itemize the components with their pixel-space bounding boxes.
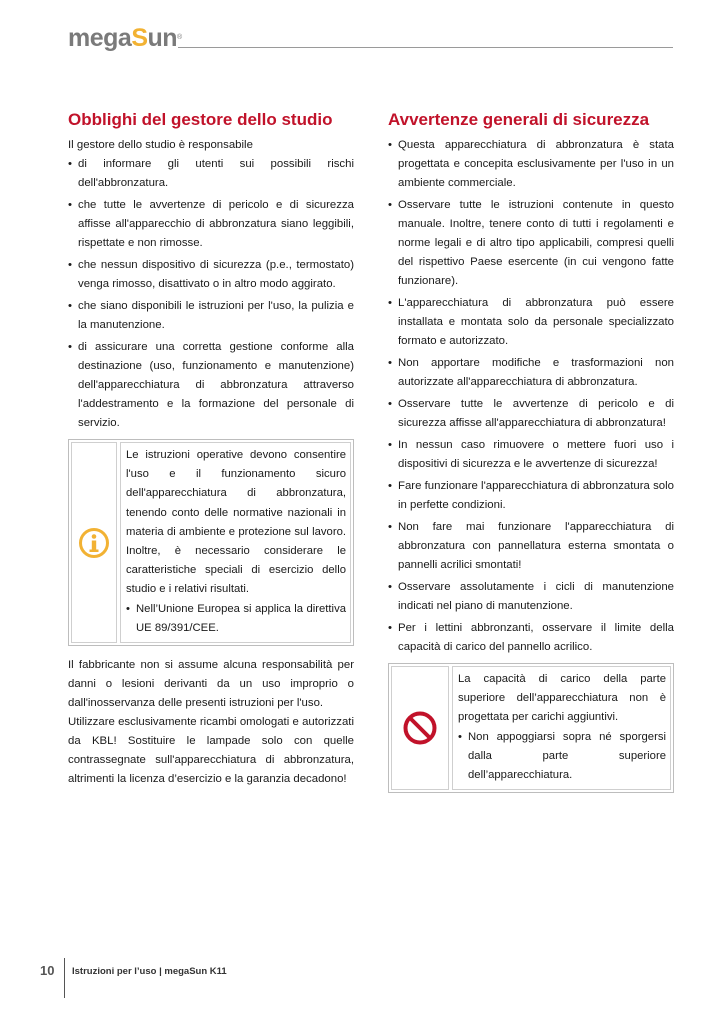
list-item: • che nessun dispositivo di sicurezza (p.e., termostato) venga rimosso, disattivato o in altro modo aggirato. — [68, 256, 354, 294]
left-section-title: Obblighi del gestore dello studio — [68, 110, 333, 129]
info-icon — [78, 527, 110, 559]
notice-text-cell — [452, 666, 671, 790]
prohibition-icon — [403, 711, 437, 745]
notice-text-cell — [120, 442, 351, 643]
prohibition-notice-box — [388, 663, 674, 793]
notice-bullet: • Nell’Unione Europea si applica la direttiva UE 89/391/CEE. — [126, 600, 346, 638]
notice-icon-cell — [71, 442, 117, 643]
header-rule — [178, 47, 673, 48]
list-item: • In nessun caso rimuovere o mettere fuori uso i dispositivi di sicurezza e le avvertenze di sicurezza! — [388, 436, 674, 474]
logo-registered-mark: ® — [177, 34, 182, 41]
logo-part-2: un — [147, 24, 178, 52]
list-item: • Non apportare modifiche e trasformazioni non autorizzate all'apparecchiatura di abbronzatura. — [388, 354, 674, 392]
footer-divider — [64, 958, 65, 998]
logo-accent-letter: S — [131, 24, 148, 52]
brand-logo — [68, 24, 182, 52]
info-notice-box — [68, 439, 354, 646]
notice-bullet-list — [126, 600, 346, 638]
left-column — [68, 108, 354, 789]
list-item: • Non fare mai funzionare l'apparecchiatura di abbronzatura con pannellatura esterna smontata o pannelli acrilici smontati! — [388, 518, 674, 575]
notice-icon-cell — [391, 666, 449, 790]
list-item: • di assicurare una corretta gestione conforme alla destinazione (uso, funzionamento e manutenzione) dell'apparecchiatura di abbronzatura attraverso l'addestramento e la formazione del personale di servizio. — [68, 338, 354, 433]
notice-text: La capacità di carico della parte superiore dell’apparecchiatura non è progettata per carichi aggiuntivi. — [458, 673, 666, 724]
list-item: • Osservare tutte le istruzioni contenute in questo manuale. Inoltre, tenere conto di tutti i regolamenti e norme legali e di altro tipo applicabili, compresi quelli del rispettivo Paese esercente (in cui vengono fatte funzionare). — [388, 196, 674, 291]
list-item: • Osservare tutte le avvertenze di pericolo e di sicurezza affisse all'apparecchiatura di abbronzatura! — [388, 395, 674, 433]
right-column — [388, 108, 674, 803]
notice-text: Le istruzioni operative devono consentire l'uso e il funzionamento sicuro dell'apparecchiatura di abbronzatura, tenendo conto delle normative nazionali in materia di ambiente e protezione sul lavoro. Inoltre, è necessario considerare le caratteristiche speciali di esercizio dello studio e i relativi risultati. — [126, 449, 346, 596]
liability-paragraph: Il fabbricante non si assume alcuna responsabilità per danni o lesioni derivanti da un uso improprio o dall'inosservanza delle presenti istruzioni per l'uso. — [68, 659, 354, 710]
notice-bullet-list — [458, 728, 666, 786]
page-number: 10 — [40, 963, 55, 978]
left-bullet-list — [68, 155, 354, 433]
notice-bullet: • Non appoggiarsi sopra né sporgersi dalla parte superiore dell’apparecchiatura. — [458, 728, 666, 786]
footer-doc-title: Istruzioni per l’uso | megaSun K11 — [72, 966, 227, 977]
list-item: • Per i lettini abbronzanti, osservare il limite della capacità di carico del pannello acrilico. — [388, 619, 674, 657]
list-item: • di informare gli utenti sui possibili rischi dell'abbronzatura. — [68, 155, 354, 193]
logo-part-1: mega — [68, 24, 132, 52]
list-item: • che tutte le avvertenze di pericolo e di sicurezza affisse all'apparecchio di abbronzatura siano leggibili, rispettate e non rimosse. — [68, 196, 354, 253]
list-item: • L'apparecchiatura di abbronzatura può essere installata e montata solo da personale specializzato formato e autorizzato. — [388, 294, 674, 351]
right-section-title: Avvertenze generali di sicurezza — [388, 110, 650, 129]
list-item: • Osservare assolutamente i cicli di manutenzione indicati nel piano di manutenzione. — [388, 578, 674, 616]
list-item: • Questa apparecchiatura di abbronzatura è stata progettata e concepita esclusivamente per l'uso in un ambiente commerciale. — [388, 136, 674, 193]
right-bullet-list — [388, 136, 674, 657]
list-item: • Fare funzionare l'apparecchiatura di abbronzatura solo in perfette condizioni. — [388, 477, 674, 515]
left-intro: Il gestore dello studio è responsabile — [68, 139, 253, 151]
list-item: • che siano disponibili le istruzioni per l'uso, la pulizia e la manutenzione. — [68, 297, 354, 335]
spare-parts-paragraph: Utilizzare esclusivamente ricambi omologati e autorizzati da KBL! Sostituire le lampade solo con quelle contrassegnate sull'apparecchiatura di abbronzatura, altrimenti la licenza d’esercizio e la garanzia decadono! — [68, 716, 354, 786]
